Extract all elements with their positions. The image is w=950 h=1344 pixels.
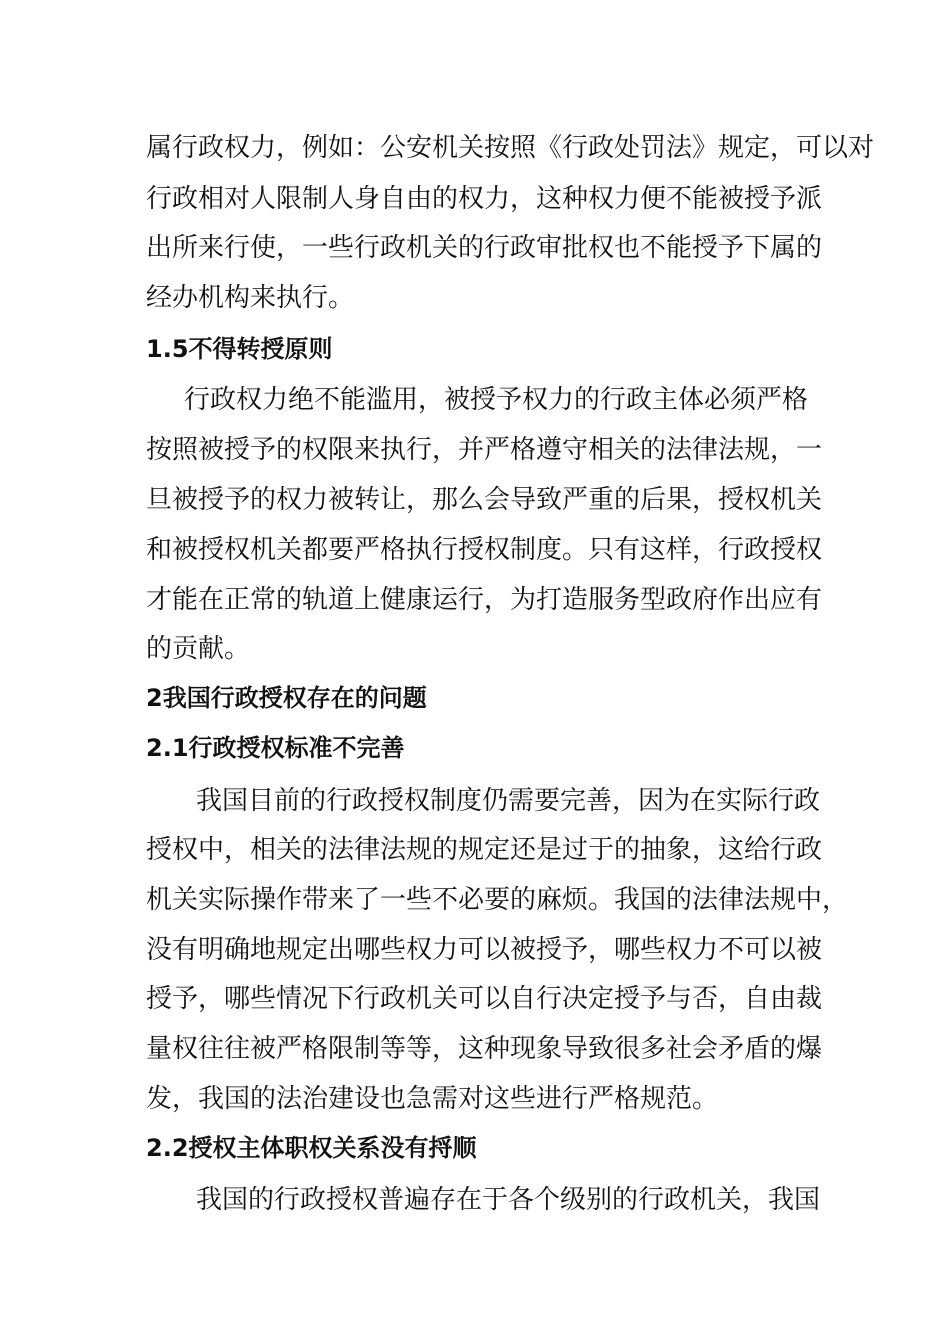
paragraph-line: 才能在正常的轨道上健康运行，为打造服务型政府作出应有 [146,585,823,615]
paragraph-line: 行政权力绝不能滥用，被授予权力的行政主体必须严格 [184,385,809,415]
paragraph-line: 发，我国的法治建设也急需对这些进行严格规范。 [146,1084,719,1114]
paragraph-line: 没有明确地规定出哪些权力可以被授予，哪些权力不可以被 [146,935,823,965]
chapter-heading: 2我国行政授权存在的问题 [146,684,427,712]
paragraph-line: 我国目前的行政授权制度仍需要完善，因为在实际行政 [196,786,821,816]
paragraph-line: 经办机构来执行。 [146,283,355,313]
paragraph-line: 授予，哪些情况下行政机关可以自行决定授予与否，自由裁 [146,984,823,1014]
paragraph-line: 机关实际操作带来了一些不必要的麻烦。我国的法律法规中， [146,885,849,915]
paragraph-line: 旦被授予的权力被转让，那么会导致严重的后果，授权机关 [146,485,823,515]
paragraph-line: 授权中，相关的法律法规的规定还是过于的抽象，这给行政 [146,835,823,865]
paragraph-line: 和被授权机关都要严格执行授权制度。只有这样，行政授权 [146,535,823,565]
section-heading: 1.5不得转授原则 [146,335,333,363]
paragraph-line: 我国的行政授权普遍存在于各个级别的行政机关，我国 [196,1185,821,1215]
section-heading: 2.1行政授权标准不完善 [146,734,405,762]
paragraph-line: 的贡献。 [146,634,251,664]
section-heading: 2.2授权主体职权关系没有捋顺 [146,1134,477,1162]
paragraph-line: 量权往往被严格限制等等，这种现象导致很多社会矛盾的爆 [146,1034,823,1064]
paragraph-line: 属行政权力，例如：公安机关按照《行政处罚法》规定，可以对 [146,133,875,163]
paragraph-line: 行政相对人限制人身自由的权力，这种权力便不能被授予派 [146,184,823,214]
paragraph-line: 出所来行使，一些行政机关的行政审批权也不能授予下属的 [146,233,823,263]
paragraph-line: 按照被授予的权限来执行，并严格遵守相关的法律法规，一 [146,435,823,465]
